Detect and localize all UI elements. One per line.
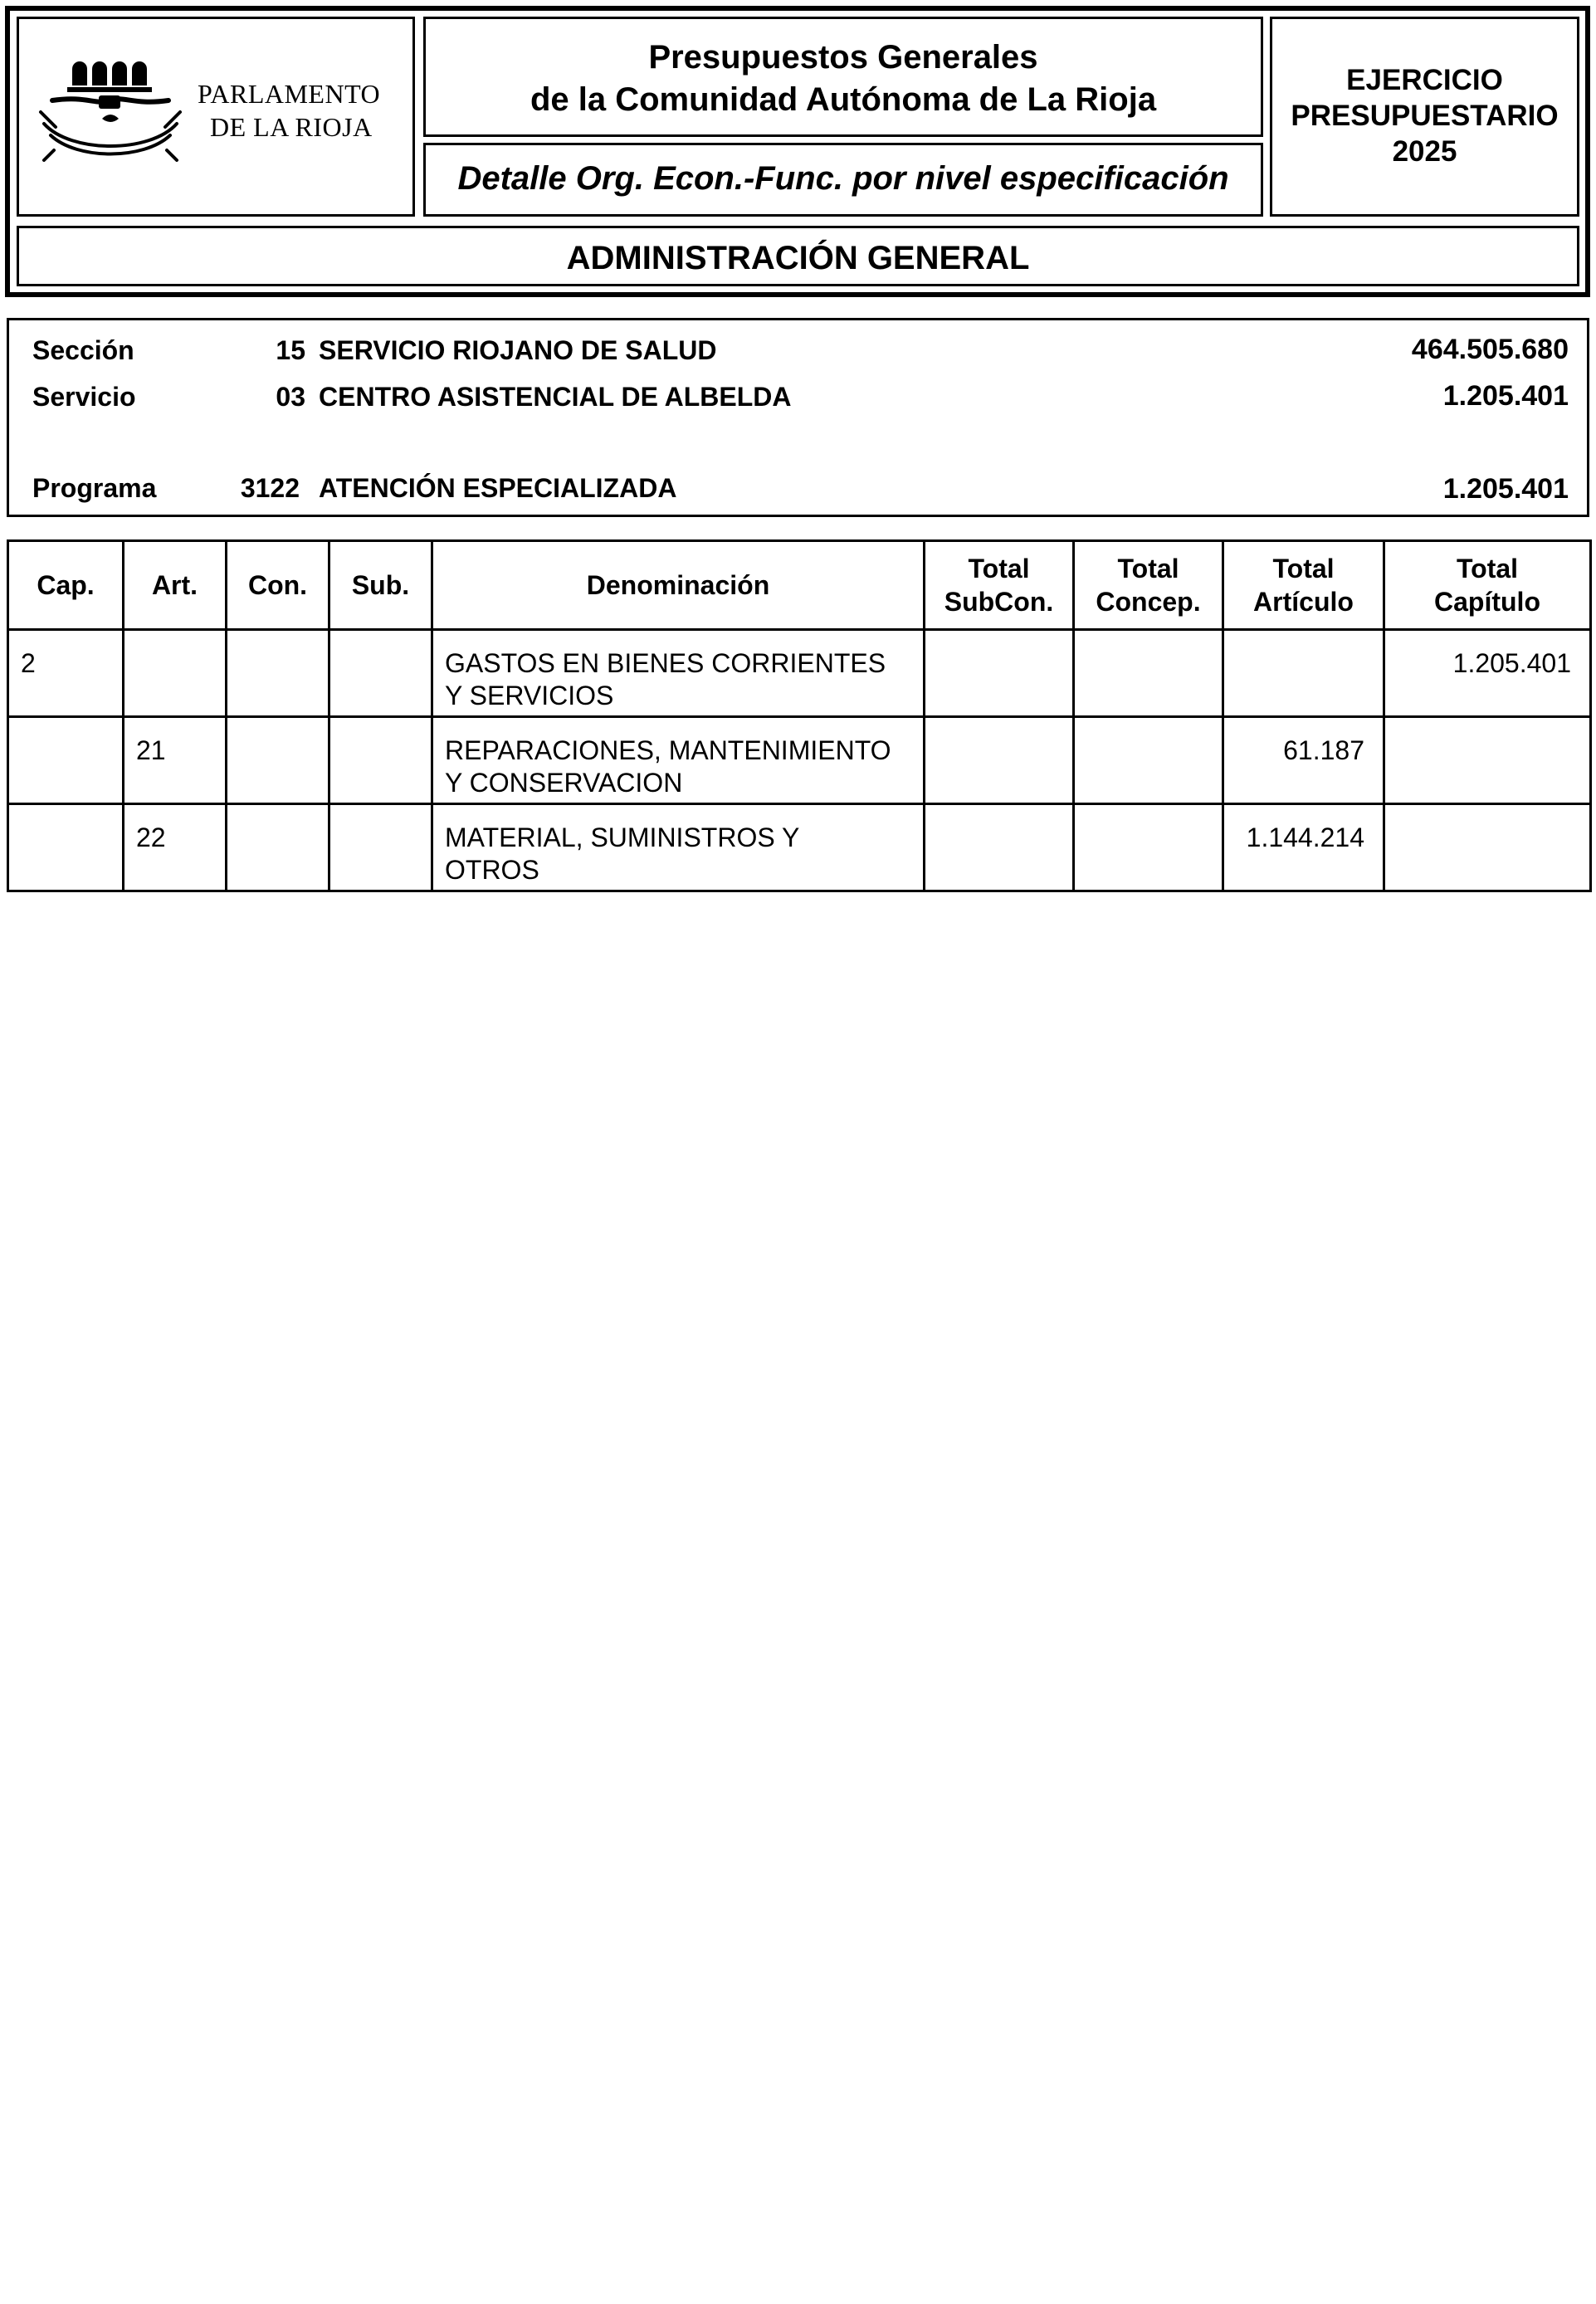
table-row	[8, 804, 1591, 891]
cell-denominacion	[432, 630, 925, 717]
table-header-row	[8, 541, 1591, 630]
header-total-subcon-line1: Total	[968, 554, 1030, 583]
seccion-name: SERVICIO RIOJANO DE SALUD	[319, 335, 717, 365]
cell-con	[227, 717, 329, 804]
header-total-articulo	[1223, 541, 1384, 630]
document-subtitle: Detalle Org. Econ.-Func. por nivel especificación	[457, 160, 1229, 197]
denominacion-line1: GASTOS EN BIENES CORRIENTES	[445, 648, 886, 678]
logo-panel	[17, 17, 415, 217]
cell-total-subcon	[925, 804, 1074, 891]
cell-sub	[329, 717, 432, 804]
cell-denominacion	[432, 804, 925, 891]
budget-table	[7, 539, 1592, 892]
cell-total-capitulo: 1.205.401	[1384, 630, 1591, 717]
fiscal-year-value: 2025	[1392, 135, 1457, 168]
section-info-panel	[7, 318, 1589, 517]
header-total-capitulo	[1384, 541, 1591, 630]
cell-sub	[329, 630, 432, 717]
title-panel	[423, 17, 1263, 137]
cell-con	[227, 630, 329, 717]
cell-total-articulo: 61.187	[1223, 717, 1384, 804]
administration-title: ADMINISTRACIÓN GENERAL	[566, 240, 1030, 276]
cell-total-articulo	[1223, 630, 1384, 717]
cell-art: 21	[124, 717, 227, 804]
servicio-label: Servicio	[32, 382, 136, 412]
header-total-articulo-line2: Artículo	[1253, 587, 1354, 617]
cell-cap	[8, 717, 124, 804]
cell-total-subcon	[925, 630, 1074, 717]
fiscal-year-panel	[1270, 17, 1579, 217]
seccion-label: Sección	[32, 335, 134, 365]
denominacion-line1: REPARACIONES, MANTENIMIENTO	[445, 735, 891, 765]
table-row	[8, 717, 1591, 804]
document-title-line1: Presupuestos Generales	[648, 39, 1038, 76]
fiscal-year-label-line1: EJERCICIO	[1346, 64, 1503, 96]
table-row	[8, 630, 1591, 717]
denominacion-line1: MATERIAL, SUMINISTROS Y	[445, 823, 800, 852]
header-denominacion: Denominación	[432, 541, 925, 630]
cell-art: 22	[124, 804, 227, 891]
cell-con	[227, 804, 329, 891]
cell-cap: 2	[8, 630, 124, 717]
cell-total-concep	[1074, 804, 1223, 891]
denominacion-line2: Y SERVICIOS	[445, 681, 614, 710]
subtitle-panel	[423, 143, 1263, 217]
logo-name-line1: PARLAMENTO	[198, 79, 381, 109]
servicio-amount: 1.205.401	[1442, 380, 1569, 412]
header-art: Art.	[124, 541, 227, 630]
seccion-amount: 464.505.680	[1411, 334, 1569, 365]
header-total-articulo-line1: Total	[1272, 554, 1335, 583]
servicio-code: 03	[276, 382, 305, 412]
header-total-capitulo-line2: Capítulo	[1434, 587, 1540, 617]
programa-name: ATENCIÓN ESPECIALIZADA	[319, 473, 677, 503]
programa-amount: 1.205.401	[1442, 473, 1569, 505]
header-total-capitulo-line1: Total	[1456, 554, 1519, 583]
header-total-concep-line2: Concep.	[1096, 587, 1201, 617]
programa-code: 3122	[240, 473, 300, 503]
cell-total-capitulo	[1384, 717, 1591, 804]
header-total-subcon	[925, 541, 1074, 630]
cell-total-subcon	[925, 717, 1074, 804]
logo-name-line2: DE LA RIOJA	[210, 112, 373, 142]
header-con: Con.	[227, 541, 329, 630]
fiscal-year-label-line2: PRESUPUESTARIO	[1291, 100, 1559, 132]
cell-denominacion	[432, 717, 925, 804]
header-sub: Sub.	[329, 541, 432, 630]
header-total-concep	[1074, 541, 1223, 630]
header-total-concep-line1: Total	[1117, 554, 1179, 583]
document-title-line2: de la Comunidad Autónoma de La Rioja	[530, 81, 1157, 118]
cell-sub	[329, 804, 432, 891]
servicio-name: CENTRO ASISTENCIAL DE ALBELDA	[319, 382, 792, 412]
cell-art	[124, 630, 227, 717]
denominacion-line2: OTROS	[445, 855, 539, 885]
cell-cap	[8, 804, 124, 891]
programa-label: Programa	[32, 473, 157, 503]
cell-total-concep	[1074, 630, 1223, 717]
cell-total-concep	[1074, 717, 1223, 804]
cell-total-articulo: 1.144.214	[1223, 804, 1384, 891]
parliament-emblem-icon	[29, 52, 195, 177]
header-cap: Cap.	[8, 541, 124, 630]
administration-panel	[17, 226, 1579, 286]
seccion-code: 15	[276, 335, 305, 365]
header-total-subcon-line2: SubCon.	[944, 587, 1054, 617]
denominacion-line2: Y CONSERVACION	[445, 768, 683, 798]
cell-total-capitulo	[1384, 804, 1591, 891]
